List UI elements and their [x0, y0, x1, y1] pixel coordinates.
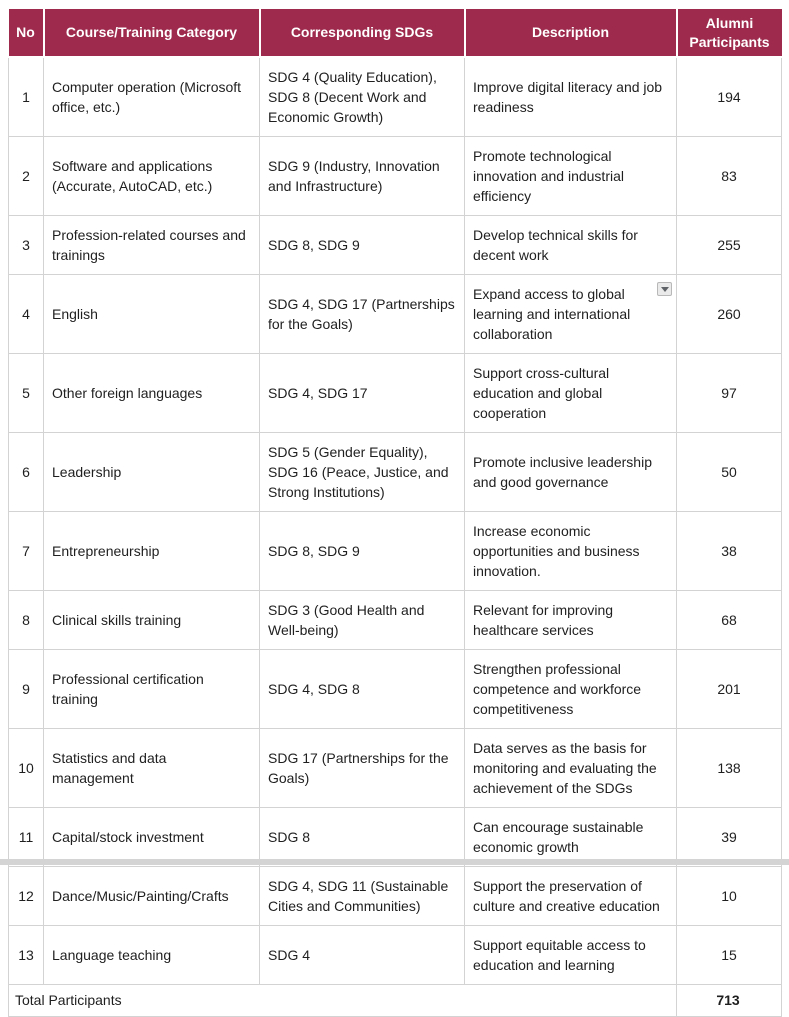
- total-label: Total Participants: [9, 985, 677, 1017]
- category-cell: [44, 275, 260, 354]
- description-cell-text: Expand access to global learning and international collaboration: [473, 286, 631, 342]
- column-header-no: No: [9, 9, 44, 57]
- column-header-description: Description: [465, 9, 677, 57]
- participants-cell-text: 260: [717, 306, 741, 322]
- participants-cell: [677, 137, 782, 216]
- category-cell: [44, 926, 260, 985]
- row-number-cell: [9, 433, 44, 512]
- sdgs-cell-text: SDG 9 (Industry, Innovation and Infrastructure): [268, 158, 440, 194]
- category-cell: [44, 867, 260, 926]
- sdgs-cell: [260, 275, 465, 354]
- row-number-cell-text: 8: [22, 612, 30, 628]
- sdgs-cell: [260, 867, 465, 926]
- participants-cell: [677, 591, 782, 650]
- sdgs-cell: [260, 808, 465, 867]
- sdgs-cell-text: SDG 8, SDG 9: [268, 543, 360, 559]
- column-header-sdgs: Corresponding SDGs: [260, 9, 465, 57]
- row-number-cell-text: 11: [18, 829, 34, 845]
- sdgs-cell: [260, 650, 465, 729]
- participants-cell: [677, 275, 782, 354]
- row-number-cell: [9, 216, 44, 275]
- participants-cell: [677, 216, 782, 275]
- description-cell-text: Develop technical skills for decent work: [473, 227, 638, 263]
- category-cell: [44, 137, 260, 216]
- row-number-cell: [9, 57, 44, 137]
- table-row: [9, 275, 782, 354]
- participants-cell-text: 194: [717, 89, 741, 105]
- row-number-cell: [9, 867, 44, 926]
- description-cell-text: Increase economic opportunities and business innovation.: [473, 523, 640, 579]
- category-cell-text: Dance/Music/Painting/Crafts: [52, 888, 229, 904]
- description-cell-text: Strengthen professional competence and workforce competitiveness: [473, 661, 642, 717]
- row-number-cell-text: 10: [18, 760, 34, 776]
- category-cell: [44, 57, 260, 137]
- spreadsheet-page: [0, 9, 789, 1008]
- participants-cell: [677, 57, 782, 137]
- table-row: [9, 57, 782, 137]
- row-number-cell-text: 7: [22, 543, 30, 559]
- table-row: [9, 512, 782, 591]
- participants-cell: [677, 808, 782, 867]
- row-number-cell: [9, 729, 44, 808]
- description-cell: [465, 512, 677, 591]
- participants-cell: [677, 433, 782, 512]
- participants-cell-text: 83: [721, 168, 737, 184]
- table-body: [9, 57, 782, 985]
- table-row: [9, 729, 782, 808]
- sdgs-cell-text: SDG 3 (Good Health and Well-being): [268, 602, 425, 638]
- table-row: [9, 650, 782, 729]
- category-cell-text: Computer operation (Microsoft office, etc.): [52, 79, 242, 115]
- description-cell-text: Data serves as the basis for monitoring and evaluating the achievement of the SDGs: [473, 740, 657, 796]
- row-number-cell-text: 5: [22, 385, 30, 401]
- horizontal-scrollbar[interactable]: [0, 859, 789, 865]
- column-header-category: Course/Training Category: [44, 9, 260, 57]
- participants-cell-text: 138: [717, 760, 741, 776]
- category-cell-text: English: [52, 306, 98, 322]
- participants-cell-text: 38: [721, 543, 737, 559]
- category-cell-text: Professional certification training: [52, 671, 204, 707]
- description-cell: [465, 729, 677, 808]
- participants-cell: [677, 354, 782, 433]
- category-cell-text: Statistics and data management: [52, 750, 167, 786]
- sdgs-cell-text: SDG 4, SDG 17: [268, 385, 368, 401]
- sdgs-cell-text: SDG 4: [268, 947, 311, 963]
- description-cell: [465, 591, 677, 650]
- row-number-cell-text: 6: [22, 464, 30, 480]
- sdgs-cell: [260, 216, 465, 275]
- sdgs-cell-text: SDG 5 (Gender Equality), SDG 16 (Peace, Justice, and Strong Institutions): [268, 444, 449, 500]
- total-participants-value: 713: [677, 985, 782, 1017]
- total-row: [9, 985, 782, 1017]
- category-cell: [44, 512, 260, 591]
- description-cell: [465, 926, 677, 985]
- row-number-cell: [9, 354, 44, 433]
- sdgs-cell: [260, 729, 465, 808]
- row-number-cell: [9, 650, 44, 729]
- participants-cell-text: 39: [721, 829, 737, 845]
- row-number-cell: [9, 808, 44, 867]
- participants-cell-text: 68: [721, 612, 737, 628]
- sdgs-cell-text: SDG 17 (Partnerships for the Goals): [268, 750, 449, 786]
- description-cell-text: Support the preservation of culture and creative education: [473, 878, 660, 914]
- category-cell-text: Entrepreneurship: [52, 543, 160, 559]
- sdgs-cell: [260, 591, 465, 650]
- description-cell: [465, 137, 677, 216]
- sdgs-cell-text: SDG 4, SDG 17 (Partnerships for the Goals): [268, 296, 455, 332]
- description-cell: [465, 354, 677, 433]
- cell-dropdown-button[interactable]: [657, 282, 672, 296]
- category-cell-text: Software and applications (Accurate, AutoCAD, etc.): [52, 158, 213, 194]
- participants-cell: [677, 512, 782, 591]
- category-cell: [44, 354, 260, 433]
- row-number-cell: [9, 512, 44, 591]
- category-cell: [44, 591, 260, 650]
- header-row: [9, 9, 782, 57]
- row-number-cell-text: 9: [22, 681, 30, 697]
- sdgs-cell: [260, 354, 465, 433]
- participants-cell-text: 10: [721, 888, 737, 904]
- sdgs-cell: [260, 926, 465, 985]
- table-row: [9, 137, 782, 216]
- table-row: [9, 433, 782, 512]
- category-cell: [44, 433, 260, 512]
- category-cell: [44, 729, 260, 808]
- sdgs-cell-text: SDG 4, SDG 11 (Sustainable Cities and Communities): [268, 878, 449, 914]
- row-number-cell-text: 3: [22, 237, 30, 253]
- participants-cell: [677, 926, 782, 985]
- description-cell: [465, 650, 677, 729]
- category-cell: [44, 650, 260, 729]
- chevron-down-icon: [661, 287, 669, 292]
- category-cell-text: Other foreign languages: [52, 385, 203, 401]
- row-number-cell-text: 1: [22, 89, 30, 105]
- category-cell-text: Capital/stock investment: [52, 829, 204, 845]
- participants-cell-text: 201: [717, 681, 741, 697]
- row-number-cell: [9, 591, 44, 650]
- sdgs-cell-text: SDG 4, SDG 8: [268, 681, 360, 697]
- description-cell-text: Can encourage sustainable economic growth: [473, 819, 644, 855]
- column-header-participants: Alumni Participants: [677, 9, 782, 57]
- category-cell-text: Leadership: [52, 464, 122, 480]
- sdgs-cell: [260, 433, 465, 512]
- row-number-cell: [9, 275, 44, 354]
- table-row: [9, 867, 782, 926]
- participants-cell: [677, 650, 782, 729]
- row-number-cell-text: 13: [18, 947, 34, 963]
- participants-cell-text: 255: [717, 237, 741, 253]
- description-cell-text: Relevant for improving healthcare services: [473, 602, 614, 638]
- category-cell-text: Language teaching: [52, 947, 172, 963]
- row-number-cell-text: 12: [18, 888, 34, 904]
- participants-cell-text: 50: [721, 464, 737, 480]
- sdgs-cell-text: SDG 8, SDG 9: [268, 237, 360, 253]
- row-number-cell-text: 2: [22, 168, 30, 184]
- description-cell: [465, 433, 677, 512]
- description-cell: [465, 57, 677, 137]
- description-cell-text: Promote inclusive leadership and good governance: [473, 454, 652, 490]
- sdgs-cell-text: SDG 4 (Quality Education), SDG 8 (Decent Work and Economic Growth): [268, 69, 437, 125]
- participants-cell-text: 97: [721, 385, 737, 401]
- table-row: [9, 354, 782, 433]
- category-cell: [44, 808, 260, 867]
- description-cell-text: Promote technological innovation and industrial efficiency: [473, 148, 624, 204]
- row-number-cell: [9, 137, 44, 216]
- description-cell: [465, 808, 677, 867]
- table-row: [9, 808, 782, 867]
- category-cell-text: Clinical skills training: [52, 612, 182, 628]
- description-cell-text: Improve digital literacy and job readiness: [473, 79, 663, 115]
- participants-cell: [677, 867, 782, 926]
- sdgs-cell: [260, 137, 465, 216]
- row-number-cell: [9, 926, 44, 985]
- description-cell: [465, 867, 677, 926]
- sdgs-cell: [260, 57, 465, 137]
- sdgs-cell: [260, 512, 465, 591]
- table-row: [9, 216, 782, 275]
- category-cell: [44, 216, 260, 275]
- description-cell: [465, 216, 677, 275]
- table-row: [9, 926, 782, 985]
- participants-cell: [677, 729, 782, 808]
- category-cell-text: Profession-related courses and trainings: [52, 227, 246, 263]
- description-cell: [465, 275, 677, 354]
- description-cell-text: Support cross-cultural education and global cooperation: [473, 365, 610, 421]
- participants-cell-text: 15: [721, 947, 737, 963]
- sdg-course-table: [8, 9, 782, 1017]
- description-cell-text: Support equitable access to education and learning: [473, 937, 646, 973]
- sdgs-cell-text: SDG 8: [268, 829, 311, 845]
- table-row: [9, 591, 782, 650]
- row-number-cell-text: 4: [22, 306, 30, 322]
